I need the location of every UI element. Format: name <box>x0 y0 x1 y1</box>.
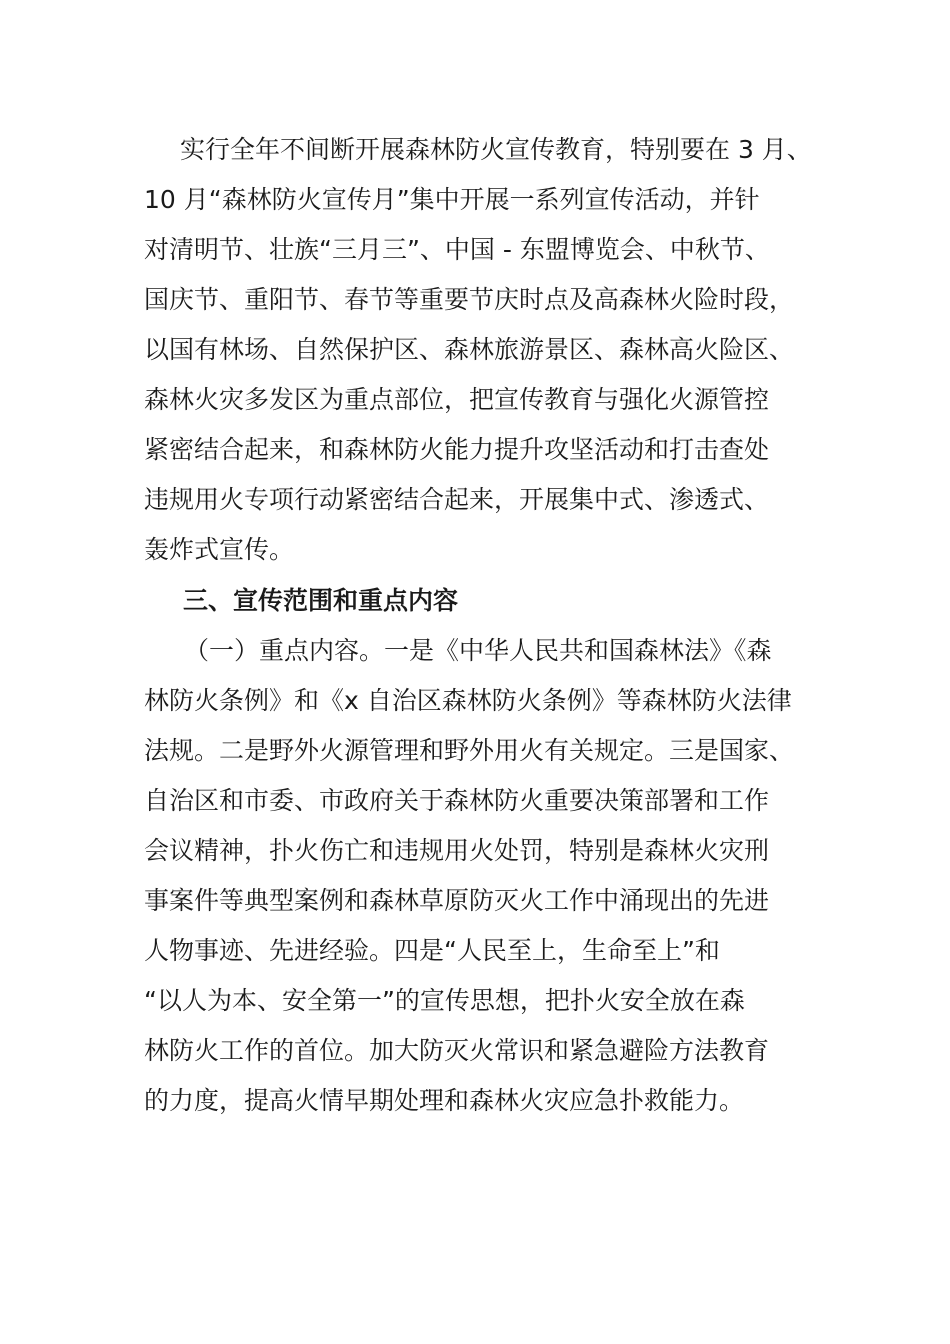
paragraph-2-line-1: （一）重点内容。一是《中华人民共和国森林法》《森 <box>184 636 772 665</box>
section-heading: 三、宣传范围和重点内容 <box>183 586 459 615</box>
paragraph-1-line-1: 实行全年不间断开展森林防火宣传教育，特别要在 3 月、 <box>180 135 812 164</box>
paragraph-1-line-9: 轰炸式宣传。 <box>144 535 295 564</box>
paragraph-2-line-5: 会议精神，扑火伤亡和违规用火处罚，特别是森林火灾刑 <box>144 836 770 865</box>
paragraph-2-line-6: 事案件等典型案例和森林草原防灭火工作中涌现出的先进 <box>144 886 770 915</box>
paragraph-1-line-8: 违规用火专项行动紧密结合起来，开展集中式、渗透式、 <box>144 485 770 514</box>
paragraph-2-line-7: 人物事迹、先进经验。四是“人民至上，生命至上”和 <box>144 936 720 965</box>
paragraph-2-line-2: 林防火条例》和《x 自治区森林防火条例》等森林防火法律 <box>144 686 792 715</box>
paragraph-2-line-9: 林防火工作的首位。加大防灭火常识和紧急避险方法教育 <box>144 1036 770 1065</box>
paragraph-1-line-4: 国庆节、重阳节、春节等重要节庆时点及高森林火险时段， <box>144 285 795 314</box>
paragraph-2-line-8: “以人为本、安全第一”的宣传思想，把扑火安全放在森 <box>144 986 745 1015</box>
paragraph-1-line-7: 紧密结合起来，和森林防火能力提升攻坚活动和打击查处 <box>144 435 770 464</box>
paragraph-1-line-2: 10 月“森林防火宣传月”集中开展一系列宣传活动，并针 <box>144 185 760 214</box>
paragraph-2-line-3: 法规。二是野外火源管理和野外用火有关规定。三是国家、 <box>144 736 795 765</box>
paragraph-1-line-6: 森林火灾多发区为重点部位，把宣传教育与强化火源管控 <box>144 385 770 414</box>
paragraph-2-line-10: 的力度，提高火情早期处理和森林火灾应急扑救能力。 <box>144 1086 745 1115</box>
paragraph-2-line-4: 自治区和市委、市政府关于森林防火重要决策部署和工作 <box>144 786 770 815</box>
paragraph-1-line-3: 对清明节、壮族“三月三”、中国 - 东盟博览会、中秋节、 <box>144 235 770 264</box>
paragraph-1-line-5: 以国有林场、自然保护区、森林旅游景区、森林高火险区、 <box>144 335 795 364</box>
